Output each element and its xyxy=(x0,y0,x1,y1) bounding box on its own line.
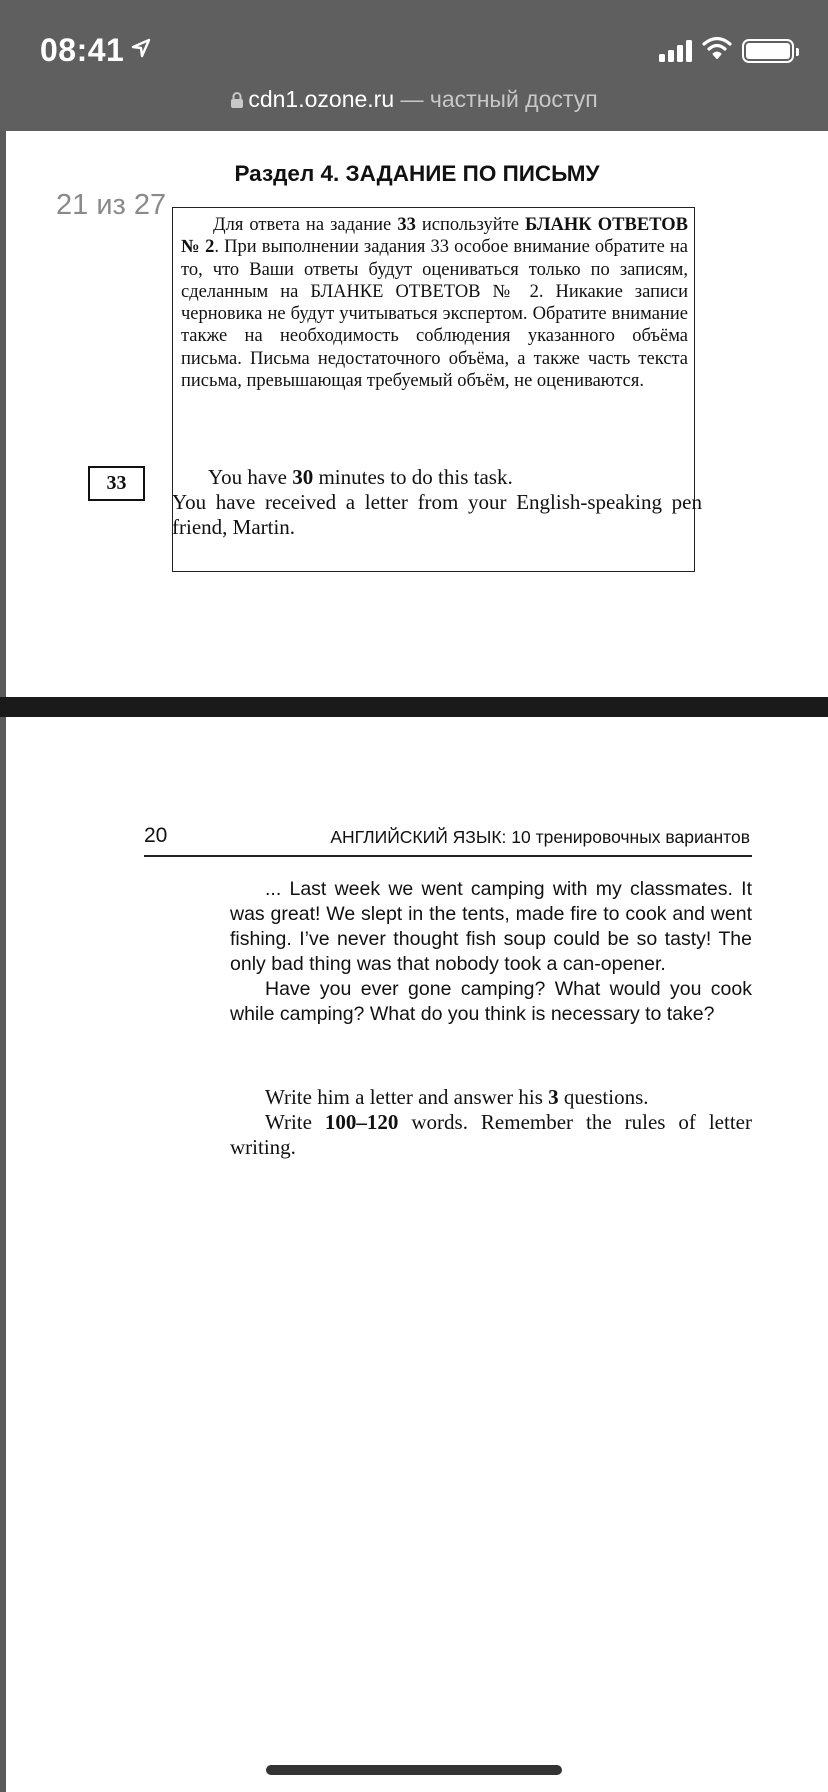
task-received-line: You have received a letter from your English-speaking pen friend, Martin. xyxy=(172,490,702,539)
letter-excerpt xyxy=(230,877,752,1027)
task-intro xyxy=(172,465,702,540)
address-bar[interactable] xyxy=(0,86,828,115)
page-counter: 21 из 27 xyxy=(52,189,170,222)
address-host: cdn1.ozone.ru xyxy=(248,86,395,112)
status-time xyxy=(40,30,152,69)
task-time-line: You have 30 minutes to do this task. xyxy=(208,465,513,489)
instructions-text: Для ответа на задание 33 используйте БЛАНК ОТВЕТОВ № 2. При выполнении задания 33 особое внимание обратите на то, что Ваши ответы будут оцениваться только по записям, сделанным на БЛАНКЕ ОТВЕТОВ № 2. Никакие записи черновика не будут учитываться экспертом. Обратите внимание также на необходимость соблюдения указанного объёма письма. Письма недостаточного объёма, а также часть текста письма, превышающая требуемый объём, не оцениваются. xyxy=(181,215,688,392)
section-title: Раздел 4. ЗАДАНИЕ ПО ПИСЬМУ xyxy=(234,161,600,186)
document-page-2 xyxy=(6,717,828,1792)
lock-icon xyxy=(230,88,244,115)
address-suffix: — частный доступ xyxy=(400,86,598,112)
page-number: 20 xyxy=(144,824,168,847)
document-page-1 xyxy=(6,131,828,697)
location-arrow-icon xyxy=(130,30,152,67)
header-rule xyxy=(144,855,752,857)
task-wordcount-line: Write 100–120 words. Remember the rules of letter writing. xyxy=(230,1110,752,1159)
battery-icon xyxy=(742,39,794,63)
letter-paragraph-1: ... Last week we went camping with my classmates. It was great! We slept in the tents, made fire to cook and went fishing. I’ve never thought fish soup could be so tasty! The only bad thing was that nobody took a can-opener. xyxy=(230,878,752,975)
writing-task xyxy=(230,1085,752,1160)
status-icons xyxy=(659,36,794,65)
page-separator xyxy=(0,697,828,717)
cellular-signal-icon xyxy=(659,40,692,62)
task-number-box: 33 xyxy=(88,466,145,501)
task-questions-line: Write him a letter and answer his 3 questions. xyxy=(265,1085,649,1109)
running-head: АНГЛИЙСКИЙ ЯЗЫК: 10 тренировочных вариантов xyxy=(330,827,750,847)
wifi-icon xyxy=(702,36,732,65)
browser-chrome xyxy=(0,0,828,131)
home-indicator[interactable] xyxy=(266,1765,562,1775)
clock: 08:41 xyxy=(40,32,125,68)
letter-paragraph-2: Have you ever gone camping? What would you cook while camping? What do you think is necessary to take? xyxy=(230,978,752,1025)
